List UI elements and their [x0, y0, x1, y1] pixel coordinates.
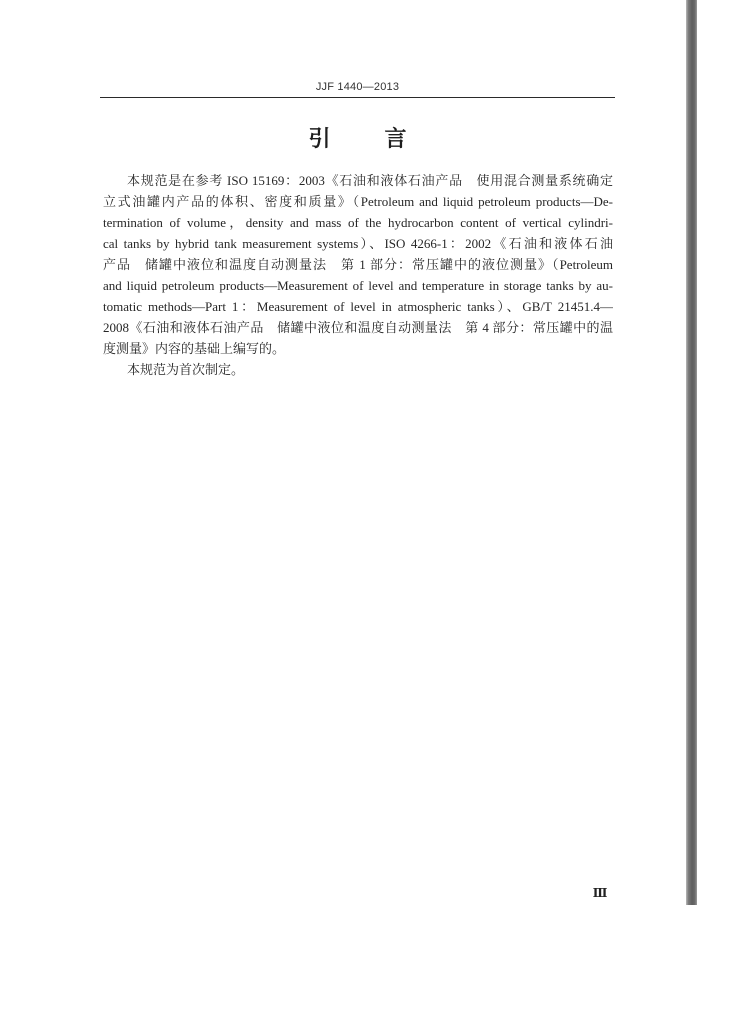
document-code-header: JJF 1440—2013: [315, 81, 400, 93]
text-line: tomatic methods—Part 1：Measurement of level in atmospheric tanks）、GB/T 21451.4—: [103, 299, 613, 314]
page-title: 引 言: [308, 127, 423, 152]
scan-edge-shadow: [686, 0, 697, 905]
text-line: 立式油罐内产品的体积、密度和质量》（Petroleum and liquid petroleum products—De-: [103, 194, 613, 209]
text-line: 本规范是在参考 ISO 15169：2003《石油和液体石油产品 使用混合测量系统确定: [127, 173, 613, 188]
text-line: 本规范为首次制定。: [127, 362, 245, 377]
paragraph-2: [103, 359, 613, 380]
text-line: 产品 储罐中液位和温度自动测量法 第 1 部分：常压罐中的液位测量》（Petroleum: [103, 257, 613, 272]
text-line: termination of volume，density and mass of the hydrocarbon content of vertical cylindri-: [103, 215, 613, 230]
text-line: and liquid petroleum products—Measurement of level and temperature in storage tanks by au-: [103, 278, 613, 293]
header-divider: [100, 97, 615, 98]
introduction-body: [103, 170, 613, 380]
page-number: Ⅲ: [592, 886, 608, 900]
text-line: 2008《石油和液体石油产品 储罐中液位和温度自动测量法 第 4 部分：常压罐中的温: [103, 320, 613, 335]
paragraph-1: [103, 170, 613, 359]
text-line: 度测量》内容的基础上编写的。: [103, 341, 286, 356]
text-line: cal tanks by hybrid tank measurement systems）、ISO 4266-1：2002《石油和液体石油: [103, 236, 613, 251]
